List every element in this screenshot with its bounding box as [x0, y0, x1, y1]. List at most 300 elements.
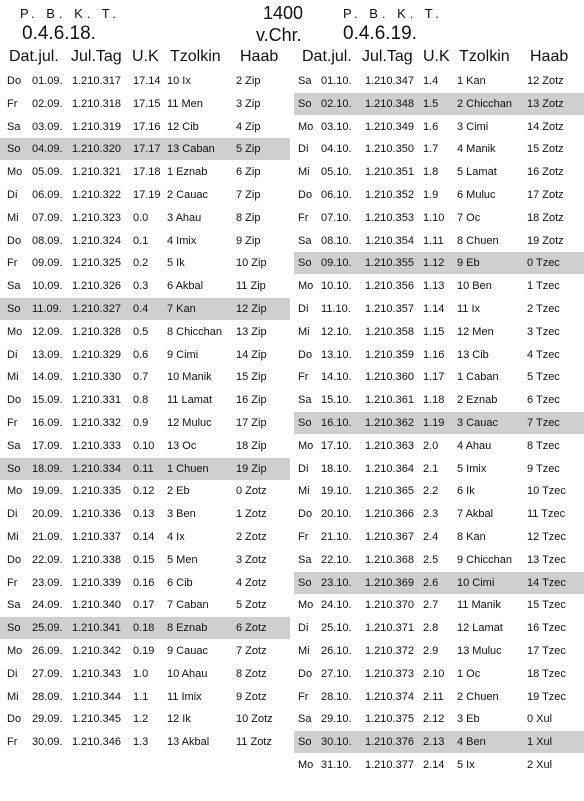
- table-row: [294, 344, 584, 366]
- haab-cell: 12 Tzec: [527, 531, 566, 543]
- date-cell: 15.10.: [321, 394, 352, 407]
- julian-day-cell: 1.210.327: [72, 303, 121, 315]
- weekday-cell: Mo: [298, 759, 314, 771]
- tzolkin-cell: 9 Chicchan: [457, 553, 513, 566]
- haab-cell: 5 Zip: [236, 143, 261, 156]
- date-cell: 10.09.: [32, 280, 63, 293]
- table-row: [0, 275, 290, 297]
- weekday-cell: Sa: [298, 234, 312, 247]
- weekday-cell: Sa: [7, 439, 21, 452]
- tzolkin-cell: 5 Lamat: [457, 166, 497, 179]
- tzolkin-cell: 1 Chuen: [167, 462, 209, 475]
- weekday-cell: Sa: [7, 599, 21, 612]
- tzolkin-cell: 12 Men: [457, 325, 494, 338]
- table-row: [294, 549, 584, 571]
- date-cell: 18.10.: [321, 462, 352, 475]
- julian-day-cell: 1.210.350: [365, 143, 414, 156]
- era-label: v.Chr.: [256, 25, 302, 45]
- julian-day-cell: 1.210.362: [365, 417, 414, 429]
- tzolkin-cell: 8 Eznab: [167, 622, 208, 635]
- weekday-cell: Mi: [298, 645, 310, 657]
- uk-cell: 2.6: [423, 576, 439, 589]
- date-cell: 26.10.: [321, 645, 352, 657]
- weekday-cell: Do: [7, 713, 22, 726]
- haab-cell: 8 Tzec: [527, 439, 560, 452]
- date-cell: 17.10.: [321, 439, 352, 452]
- table-row: [0, 161, 290, 183]
- col-header-tzolkin: Tzolkin: [459, 48, 510, 65]
- date-cell: 01.10.: [321, 75, 352, 87]
- julian-day-cell: 1.210.358: [365, 325, 414, 338]
- date-cell: 11.09.: [32, 303, 62, 315]
- table-row: [294, 275, 584, 297]
- uk-cell: 17.15: [133, 97, 161, 110]
- date-cell: 08.10.: [321, 234, 352, 247]
- uk-cell: 17.18: [133, 166, 161, 179]
- weekday-cell: Mo: [7, 485, 23, 498]
- table-row: [294, 480, 584, 502]
- weekday-cell: Sa: [7, 280, 21, 293]
- julian-day-cell: 1.210.363: [365, 439, 414, 452]
- table-row: [0, 663, 290, 685]
- julian-day-cell: 1.210.356: [365, 280, 414, 293]
- uk-cell: 2.14: [423, 759, 445, 771]
- weekday-cell: Fr: [7, 576, 18, 589]
- uk-cell: 2.13: [423, 736, 445, 749]
- tzolkin-cell: 2 Eznab: [457, 394, 498, 407]
- uk-cell: 2.10: [423, 667, 445, 680]
- julian-day-cell: 1.210.336: [72, 508, 121, 521]
- uk-cell: 0.6: [133, 348, 149, 361]
- table-row: [294, 93, 584, 115]
- uk-cell: 2.12: [423, 713, 445, 726]
- julian-day-cell: 1.210.372: [365, 645, 414, 657]
- weekday-cell: Di: [298, 622, 309, 635]
- haab-cell: 19 Tzec: [527, 690, 566, 703]
- haab-cell: 4 Zotz: [236, 576, 267, 589]
- tzolkin-cell: 5 Ik: [167, 257, 185, 270]
- julian-day-cell: 1.210.330: [72, 371, 121, 384]
- julian-day-cell: 1.210.323: [72, 211, 121, 224]
- table-row: [0, 686, 290, 708]
- weekday-cell: So: [298, 97, 312, 110]
- julian-day-cell: 1.210.340: [72, 599, 121, 612]
- tzolkin-cell: 1 Kan: [457, 75, 486, 87]
- weekday-cell: Sa: [298, 713, 312, 726]
- table-row: [0, 526, 290, 548]
- tzolkin-cell: 6 Ik: [457, 485, 475, 498]
- table-row: [294, 389, 584, 411]
- uk-cell: 1.14: [423, 303, 445, 315]
- date-cell: 16.09.: [32, 417, 63, 429]
- julian-day-cell: 1.210.342: [72, 645, 121, 657]
- haab-cell: 4 Zip: [236, 120, 261, 133]
- julian-day-cell: 1.210.371: [365, 622, 414, 635]
- tzolkin-cell: 11 Lamat: [167, 394, 213, 407]
- date-cell: 14.10.: [321, 371, 352, 384]
- uk-cell: 0.12: [133, 485, 155, 498]
- julian-day-cell: 1.210.376: [365, 736, 414, 749]
- julian-day-cell: 1.210.317: [72, 75, 121, 87]
- table-row: [294, 70, 584, 92]
- haab-cell: 6 Zotz: [236, 622, 267, 635]
- weekday-cell: Di: [298, 143, 309, 156]
- table-row: [294, 754, 584, 776]
- haab-cell: 0 Tzec: [527, 257, 560, 270]
- tzolkin-cell: 12 Muluc: [167, 417, 212, 429]
- tzolkin-cell: 8 Kan: [457, 531, 486, 543]
- tzolkin-cell: 4 Ben: [457, 736, 486, 749]
- julian-day-cell: 1.210.331: [72, 394, 121, 407]
- haab-cell: 2 Zip: [236, 75, 261, 87]
- tzolkin-cell: 11 Men: [167, 97, 203, 110]
- weekday-cell: Mi: [298, 485, 310, 498]
- weekday-cell: So: [298, 417, 312, 429]
- julian-day-cell: 1.210.374: [365, 690, 414, 703]
- haab-cell: 1 Xul: [527, 736, 553, 749]
- date-cell: 29.09.: [32, 713, 63, 726]
- uk-cell: 1.8: [423, 166, 439, 179]
- tzolkin-cell: 10 Cimi: [457, 576, 495, 589]
- table-row: [294, 435, 584, 457]
- uk-cell: 1.2: [133, 713, 149, 726]
- weekday-cell: Sa: [298, 394, 312, 407]
- weekday-cell: Sa: [7, 120, 21, 133]
- tzolkin-cell: 9 Cauac: [167, 645, 208, 657]
- right-rbkt-label: P. B. K. T.: [343, 6, 443, 21]
- date-cell: 06.09.: [32, 189, 63, 201]
- left-column-headers: [0, 48, 292, 68]
- julian-day-cell: 1.210.355: [365, 257, 414, 270]
- haab-cell: 6 Zip: [236, 166, 261, 179]
- uk-cell: 1.6: [423, 120, 439, 133]
- uk-cell: 1.7: [423, 143, 439, 156]
- haab-cell: 2 Xul: [527, 759, 553, 771]
- weekday-cell: So: [298, 257, 312, 270]
- uk-cell: 1.5: [423, 97, 439, 110]
- tzolkin-cell: 13 Caban: [167, 143, 215, 156]
- julian-day-cell: 1.210.325: [72, 257, 121, 270]
- uk-cell: 1.16: [423, 348, 445, 361]
- tzolkin-cell: 2 Cauac: [167, 189, 208, 201]
- julian-day-cell: 1.210.370: [365, 599, 414, 612]
- weekday-cell: Di: [7, 667, 18, 680]
- weekday-cell: Do: [298, 348, 313, 361]
- table-row: [0, 252, 290, 274]
- haab-cell: 5 Zotz: [236, 599, 267, 612]
- haab-cell: 11 Zotz: [236, 736, 272, 749]
- tzolkin-cell: 5 Imix: [457, 462, 487, 475]
- uk-cell: 0.17: [133, 599, 155, 612]
- table-row: [0, 321, 290, 343]
- uk-cell: 1.3: [133, 736, 149, 749]
- julian-day-cell: 1.210.349: [365, 120, 414, 133]
- date-cell: 27.10.: [321, 667, 352, 680]
- date-cell: 03.10.: [321, 120, 352, 133]
- table-row: [0, 640, 290, 662]
- table-row: [294, 230, 584, 252]
- uk-cell: 0.0: [133, 211, 149, 224]
- date-cell: 20.10.: [321, 508, 352, 521]
- haab-cell: 18 Zotz: [527, 211, 564, 224]
- weekday-cell: Mi: [7, 690, 19, 703]
- haab-cell: 17 Tzec: [527, 645, 566, 657]
- haab-cell: 3 Zotz: [236, 553, 267, 566]
- weekday-cell: Fr: [7, 417, 18, 429]
- table-row: [0, 708, 290, 730]
- weekday-cell: Do: [7, 394, 22, 407]
- date-cell: 28.10.: [321, 690, 352, 703]
- haab-cell: 0 Xul: [527, 713, 553, 726]
- right-column-headers: [292, 48, 584, 68]
- weekday-cell: Fr: [298, 371, 309, 384]
- table-row: [294, 572, 584, 594]
- year-label: 1400: [263, 3, 304, 23]
- col-header-jul-tag: Jul.Tag: [362, 48, 413, 65]
- haab-cell: 10 Zip: [236, 257, 267, 270]
- julian-day-cell: 1.210.339: [72, 576, 121, 589]
- table-row: [294, 663, 584, 685]
- uk-cell: 0.16: [133, 576, 155, 589]
- weekday-cell: Mi: [7, 211, 19, 224]
- uk-cell: 1.17: [423, 371, 445, 384]
- tzolkin-cell: 6 Akbal: [167, 280, 204, 293]
- tzolkin-cell: 5 Men: [167, 553, 198, 566]
- haab-cell: 3 Tzec: [527, 325, 560, 338]
- uk-cell: 2.8: [423, 622, 439, 635]
- haab-cell: 5 Tzec: [527, 371, 560, 384]
- date-cell: 16.10.: [321, 417, 352, 429]
- uk-cell: 2.2: [423, 485, 439, 498]
- left-long-count: 0.4.6.18.: [22, 23, 96, 44]
- tzolkin-cell: 13 Oc: [167, 439, 197, 452]
- julian-day-cell: 1.210.375: [365, 713, 414, 726]
- weekday-cell: Fr: [7, 257, 18, 270]
- haab-cell: 11 Tzec: [527, 508, 566, 521]
- haab-cell: 10 Zotz: [236, 713, 273, 726]
- tzolkin-cell: 4 Ix: [167, 531, 185, 543]
- julian-day-cell: 1.210.351: [365, 166, 414, 179]
- julian-day-cell: 1.210.329: [72, 348, 121, 361]
- julian-day-cell: 1.210.321: [72, 166, 121, 179]
- table-row: [294, 321, 584, 343]
- tzolkin-cell: 1 Caban: [457, 371, 499, 384]
- tzolkin-cell: 11 Ix: [457, 303, 481, 315]
- julian-day-cell: 1.210.328: [72, 325, 121, 338]
- table-row: [0, 549, 290, 571]
- uk-cell: 17.14: [133, 75, 161, 87]
- uk-cell: 0.18: [133, 622, 155, 635]
- weekday-cell: Do: [298, 508, 313, 521]
- tzolkin-cell: 10 Ben: [457, 280, 492, 293]
- uk-cell: 2.4: [423, 531, 439, 543]
- uk-cell: 0.10: [133, 439, 155, 452]
- date-cell: 22.09.: [32, 553, 63, 566]
- date-cell: 30.09.: [32, 736, 63, 749]
- date-cell: 17.09.: [32, 439, 63, 452]
- julian-day-cell: 1.210.337: [72, 531, 121, 543]
- weekday-cell: Fr: [7, 97, 18, 110]
- weekday-cell: Sa: [298, 553, 312, 566]
- date-cell: 19.09.: [32, 485, 63, 498]
- tzolkin-cell: 3 Ahau: [167, 211, 202, 224]
- date-cell: 02.09.: [32, 97, 63, 110]
- table-row: [0, 116, 290, 138]
- uk-cell: 0.19: [133, 645, 155, 657]
- date-cell: 28.09.: [32, 690, 63, 703]
- haab-cell: 19 Zip: [236, 462, 267, 475]
- julian-day-cell: 1.210.357: [365, 303, 414, 315]
- julian-day-cell: 1.210.365: [365, 485, 414, 498]
- date-cell: 04.09.: [32, 143, 63, 156]
- date-cell: 18.09.: [32, 462, 63, 475]
- date-cell: 13.09.: [32, 348, 63, 361]
- table-row: [294, 207, 584, 229]
- table-row: [0, 435, 290, 457]
- tzolkin-cell: 12 Ik: [167, 713, 191, 726]
- julian-day-cell: 1.210.354: [365, 234, 414, 247]
- julian-day-cell: 1.210.326: [72, 280, 121, 293]
- table-row: [294, 298, 584, 320]
- haab-cell: 16 Zotz: [527, 166, 564, 179]
- table-row: [0, 458, 290, 480]
- tzolkin-cell: 7 Kan: [167, 303, 196, 315]
- haab-cell: 19 Zotz: [527, 234, 564, 247]
- date-cell: 10.10.: [321, 280, 352, 293]
- julian-day-cell: 1.210.353: [365, 211, 414, 224]
- date-cell: 02.10.: [321, 97, 352, 110]
- haab-cell: 16 Zip: [236, 394, 267, 407]
- tzolkin-cell: 3 Eb: [457, 713, 480, 726]
- table-row: [0, 480, 290, 502]
- julian-day-cell: 1.210.324: [72, 234, 121, 247]
- date-cell: 13.10.: [321, 348, 352, 361]
- haab-cell: 10 Tzec: [527, 485, 566, 498]
- table-row: [294, 526, 584, 548]
- julian-day-cell: 1.210.369: [365, 576, 414, 589]
- haab-cell: 13 Tzec: [527, 553, 566, 566]
- uk-cell: 17.17: [133, 143, 161, 156]
- weekday-cell: So: [7, 303, 21, 315]
- uk-cell: 2.11: [423, 690, 444, 703]
- uk-cell: 1.0: [133, 667, 149, 680]
- uk-cell: 0.15: [133, 553, 155, 566]
- tzolkin-cell: 10 Manik: [167, 371, 212, 384]
- tzolkin-cell: 3 Cimi: [457, 120, 489, 133]
- uk-cell: 1.10: [423, 211, 445, 224]
- julian-day-cell: 1.210.373: [365, 667, 414, 680]
- haab-cell: 16 Tzec: [527, 622, 566, 635]
- tzolkin-cell: 3 Ben: [167, 508, 196, 521]
- haab-cell: 13 Zip: [236, 325, 267, 338]
- haab-cell: 6 Tzec: [527, 394, 560, 407]
- date-cell: 05.10.: [321, 166, 352, 179]
- table-row: [0, 572, 290, 594]
- date-cell: 09.09.: [32, 257, 63, 270]
- haab-cell: 9 Tzec: [527, 462, 560, 475]
- tzolkin-cell: 8 Chicchan: [167, 325, 223, 338]
- table-row: [294, 731, 584, 753]
- date-cell: 24.10.: [321, 599, 352, 612]
- weekday-cell: So: [7, 462, 21, 475]
- julian-day-cell: 1.210.366: [365, 508, 414, 521]
- tzolkin-cell: 1 Oc: [457, 667, 481, 680]
- weekday-cell: Mo: [298, 280, 314, 293]
- weekday-cell: Fr: [298, 531, 309, 543]
- uk-cell: 0.14: [133, 531, 155, 543]
- table-row: [0, 594, 290, 616]
- julian-day-cell: 1.210.322: [72, 189, 121, 201]
- table-row: [294, 116, 584, 138]
- tzolkin-cell: 6 Muluc: [457, 189, 496, 201]
- haab-cell: 1 Tzec: [527, 280, 560, 293]
- haab-cell: 17 Zotz: [527, 189, 564, 201]
- haab-cell: 17 Zip: [236, 417, 267, 429]
- haab-cell: 12 Zotz: [527, 75, 564, 87]
- uk-cell: 0.3: [133, 280, 149, 293]
- date-cell: 30.10.: [321, 736, 352, 749]
- weekday-cell: Mo: [298, 120, 314, 133]
- uk-cell: 2.7: [423, 599, 439, 612]
- julian-day-cell: 1.210.377: [365, 759, 414, 771]
- tzolkin-cell: 4 Manik: [457, 143, 496, 156]
- tzolkin-cell: 5 Ix: [457, 759, 475, 771]
- uk-cell: 17.19: [133, 189, 161, 201]
- table-row: [294, 161, 584, 183]
- date-cell: 14.09.: [32, 371, 63, 384]
- uk-cell: 0.7: [133, 371, 149, 384]
- haab-cell: 8 Zip: [236, 211, 261, 224]
- date-cell: 11.10.: [321, 303, 351, 315]
- weekday-cell: So: [7, 143, 21, 156]
- table-row: [294, 640, 584, 662]
- tzolkin-cell: 7 Caban: [167, 599, 209, 612]
- weekday-cell: So: [298, 576, 312, 589]
- tzolkin-cell: 9 Eb: [457, 257, 480, 270]
- col-header-haab: Haab: [240, 48, 279, 65]
- uk-cell: 0.4: [133, 303, 149, 315]
- haab-cell: 2 Zotz: [236, 531, 267, 543]
- table-row: [0, 207, 290, 229]
- tzolkin-cell: 13 Akbal: [167, 736, 210, 749]
- julian-day-cell: 1.210.334: [72, 462, 121, 475]
- weekday-cell: Mi: [7, 531, 19, 543]
- haab-cell: 18 Tzec: [527, 667, 566, 680]
- julian-day-cell: 1.210.318: [72, 97, 121, 110]
- uk-cell: 0.5: [133, 325, 149, 338]
- weekday-cell: Sa: [298, 75, 312, 87]
- uk-cell: 1.9: [423, 189, 439, 201]
- julian-day-cell: 1.210.352: [365, 189, 414, 201]
- weekday-cell: Mo: [7, 645, 23, 657]
- weekday-cell: Mo: [7, 325, 23, 338]
- uk-cell: 0.1: [133, 234, 149, 247]
- date-cell: 24.09.: [32, 599, 63, 612]
- julian-day-cell: 1.210.319: [72, 120, 121, 133]
- weekday-cell: Do: [7, 75, 22, 87]
- tzolkin-cell: 7 Akbal: [457, 508, 494, 521]
- date-cell: 01.09.: [32, 75, 63, 87]
- haab-cell: 3 Zip: [236, 97, 261, 110]
- haab-cell: 14 Zotz: [527, 120, 564, 133]
- uk-cell: 1.1: [133, 690, 149, 703]
- date-cell: 29.10.: [321, 713, 352, 726]
- tzolkin-cell: 3 Cauac: [457, 417, 498, 429]
- tzolkin-cell: 2 Eb: [167, 485, 190, 498]
- uk-cell: 2.1: [423, 462, 439, 475]
- table-row: [294, 252, 584, 274]
- date-cell: 15.09.: [32, 394, 63, 407]
